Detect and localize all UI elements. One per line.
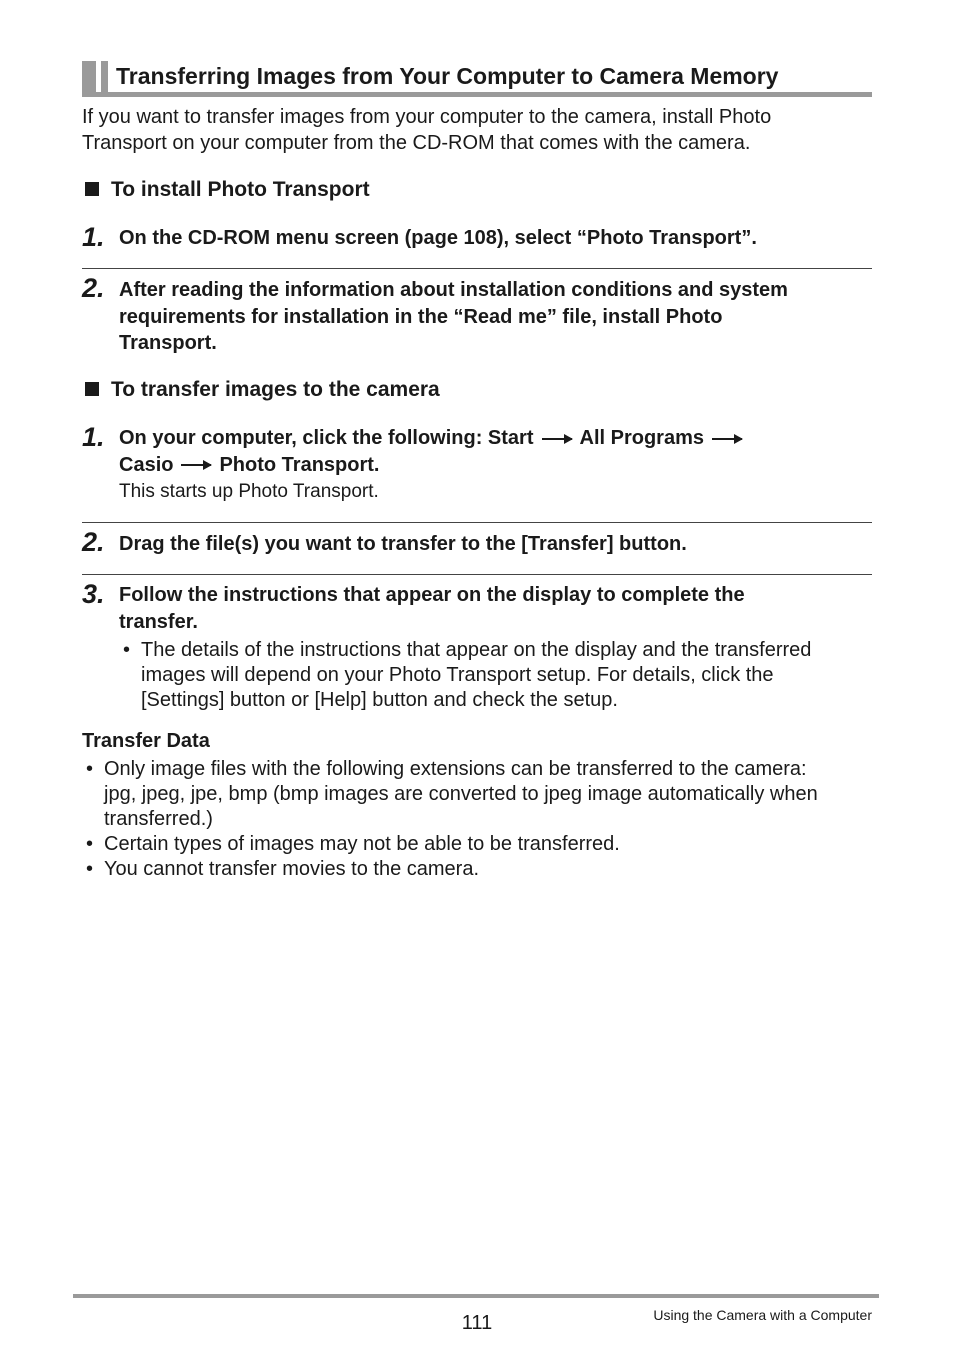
install-step-2-number: 2.	[82, 273, 105, 303]
transfer-step-1-text: On your computer, click the following: Start All Programs Casio Photo Transport.	[119, 425, 750, 478]
transfer-step-1-note: This starts up Photo Transport.	[119, 481, 379, 502]
transfer-step-2-number: 2.	[82, 527, 105, 557]
install-step-1-text: On the CD-ROM menu screen (page 108), select “Photo Transport”.	[119, 227, 757, 249]
arrow-right-icon	[712, 438, 742, 440]
transfer-heading: To transfer images to the camera	[85, 376, 440, 404]
step-divider	[82, 574, 872, 575]
arrow-right-icon	[181, 464, 211, 466]
transfer-step-3-number: 3.	[82, 579, 105, 609]
bullet-icon: •	[123, 639, 131, 661]
transfer-data-item: Only image files with the following extensions can be transferred to the camera: jpg, jpeg, jpe, bmp (bmp images are converted to jpeg image automatically when transferred.)	[104, 758, 818, 830]
bullet-icon: •	[86, 833, 94, 855]
footer-section-label: Using the Camera with a Computer	[653, 1307, 872, 1323]
bullet-icon: •	[86, 858, 94, 880]
transfer-step-2-text: Drag the file(s) you want to transfer to the [Transfer] button.	[119, 533, 687, 555]
install-heading: To install Photo Transport	[85, 176, 370, 204]
transfer-data-heading: Transfer Data	[82, 730, 210, 752]
bullet-icon: •	[86, 758, 94, 780]
footer-rule	[73, 1294, 879, 1298]
page-number: 111	[461, 1312, 493, 1334]
square-bullet-icon	[85, 382, 99, 396]
arrow-right-icon	[542, 438, 572, 440]
step-divider	[82, 522, 872, 523]
transfer-step-1-number: 1.	[82, 422, 105, 452]
header-accent-bar-thin	[101, 61, 108, 95]
square-bullet-icon	[85, 182, 99, 196]
transfer-data-item: You cannot transfer movies to the camera.	[104, 858, 480, 880]
transfer-step-3-text: Follow the instructions that appear on the display to complete the transfer.	[119, 584, 745, 633]
transfer-step-3-detail: The details of the instructions that appear on the display and the transferred images will depend on your Photo Transport setup. For details, click the [Settings] button or [Help] button and check the setup.	[141, 639, 812, 711]
transfer-data-item: Certain types of images may not be able to be transferred.	[104, 833, 620, 855]
intro-paragraph: If you want to transfer images from your computer to the camera, install Photo Transport on your computer from the CD-ROM that comes with the camera.	[82, 106, 772, 154]
header-rule	[82, 92, 872, 97]
install-step-1-number: 1.	[82, 222, 105, 252]
header-accent-bar	[82, 61, 96, 95]
step-divider	[82, 268, 872, 269]
section-title: Transferring Images from Your Computer to Camera Memory	[116, 63, 779, 89]
install-step-2-text: After reading the information about installation conditions and system requirements for installation in the “Read me” file, install Photo Transport.	[119, 279, 788, 354]
